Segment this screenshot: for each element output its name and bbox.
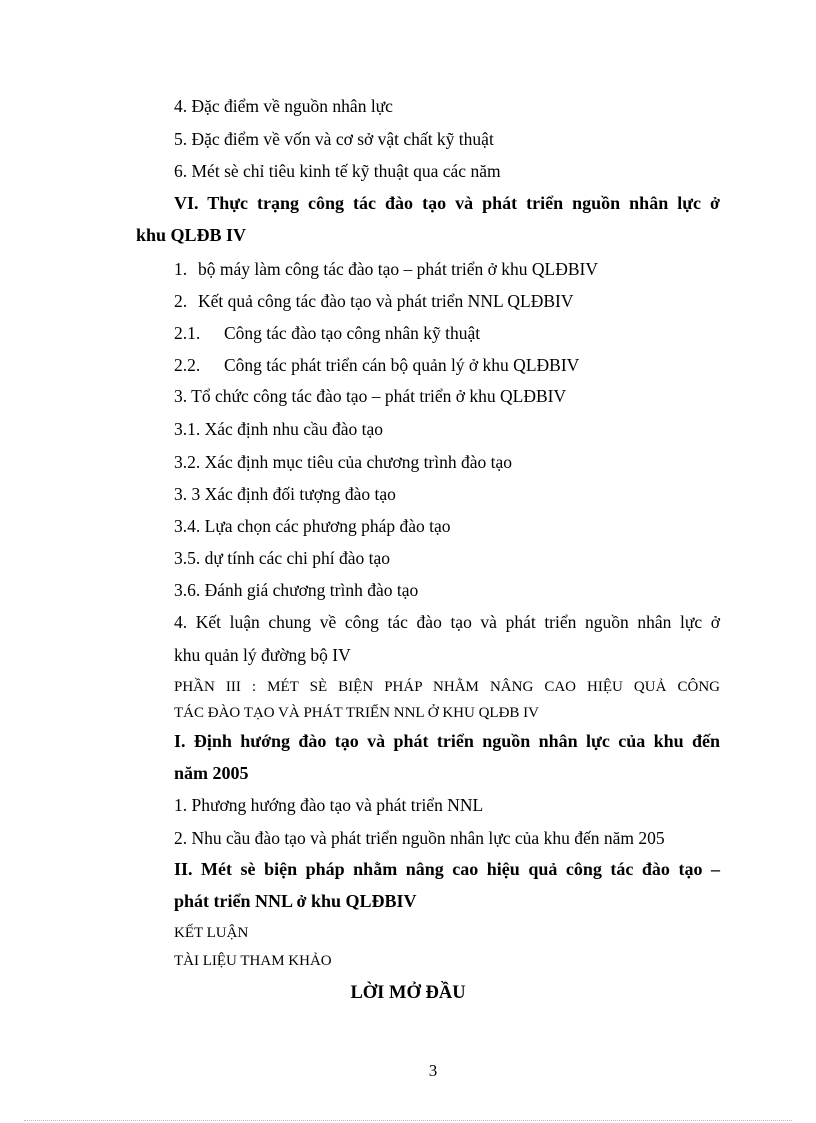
toc-section-heading-cont: năm 2005 xyxy=(174,763,249,783)
toc-item: KẾT LUẬN xyxy=(174,925,249,941)
toc-item: 6. Mét sè chỉ tiêu kinh tế kỹ thuật qua các năm xyxy=(174,161,501,181)
toc-item xyxy=(174,354,579,376)
toc-item xyxy=(174,258,598,280)
toc-item: 3.1. Xác định nhu cầu đào tạo xyxy=(174,419,383,439)
toc-item-label: Công tác đào tạo công nhân kỹ thuật xyxy=(224,323,481,343)
toc-part-heading-cont: TÁC ĐÀO TẠO VÀ PHÁT TRIỂN NNL Ở KHU QLĐB IV xyxy=(174,705,539,721)
toc-item-number: 2.2. xyxy=(174,355,201,375)
toc-section-heading: I. Định hướng đào tạo và phát triển nguồn nhân lực của khu đến xyxy=(174,731,720,751)
toc-item: 3.6. Đánh giá chương trình đào tạo xyxy=(174,580,419,600)
page-number: 3 xyxy=(428,1061,438,1080)
toc-item-label: Kết quả công tác đào tạo và phát triển NNL QLĐBIV xyxy=(198,291,574,311)
page-divider xyxy=(24,1120,792,1121)
toc-item: TÀI LIỆU THAM KHẢO xyxy=(174,953,332,969)
toc-section-heading: II. Mét sè biện pháp nhằm nâng cao hiệu quả công tác đào tạo – xyxy=(174,859,720,879)
toc-item: 3. 3 Xác định đối tượng đào tạo xyxy=(174,484,396,504)
toc-item-cont: khu quản lý đường bộ IV xyxy=(174,645,351,665)
toc-item-number: 2.1. xyxy=(174,323,201,343)
toc-item xyxy=(174,290,573,312)
toc-item: 2. Nhu cầu đào tạo và phát triển nguồn nhân lực của khu đến năm 205 xyxy=(174,828,665,848)
toc-section-heading-cont: khu QLĐB IV xyxy=(136,225,247,245)
toc-item: 3.5. dự tính các chi phí đào tạo xyxy=(174,548,391,568)
toc-part-heading: PHẦN III : MÉT SÈ BIỆN PHÁP NHẰM NÂNG CAO HIỆU QUẢ CÔNG xyxy=(174,679,720,695)
toc-section-heading-cont: phát triển NNL ở khu QLĐBIV xyxy=(174,891,417,911)
toc-section-heading: VI. Thực trạng công tác đào tạo và phát triển nguồn nhân lực ở xyxy=(174,193,720,213)
toc-item: 3.4. Lựa chọn các phương pháp đào tạo xyxy=(174,516,451,536)
toc-item: 3. Tổ chức công tác đào tạo – phát triển ở khu QLĐBIV xyxy=(174,386,567,406)
toc-item-label: bộ máy làm công tác đào tạo – phát triển ở khu QLĐBIV xyxy=(198,259,598,279)
toc-item: 5. Đặc điểm về vốn và cơ sở vật chất kỹ thuật xyxy=(174,129,494,149)
toc-item: 1. Phương hướng đào tạo và phát triển NNL xyxy=(174,795,484,815)
toc-item-label: Công tác phát triển cán bộ quản lý ở khu QLĐBIV xyxy=(224,355,580,375)
toc-item-number: 1. xyxy=(174,259,188,279)
toc-item xyxy=(174,322,480,344)
section-heading: LỜI MỞ ĐẦU xyxy=(350,983,466,1003)
toc-item-number: 2. xyxy=(174,291,188,311)
toc-item: 4. Kết luận chung về công tác đào tạo và phát triển nguồn nhân lực ở xyxy=(174,612,720,632)
toc-item: 3.2. Xác định mục tiêu của chương trình đào tạo xyxy=(174,452,513,472)
toc-item: 4. Đặc điểm về nguồn nhân lực xyxy=(174,96,393,116)
